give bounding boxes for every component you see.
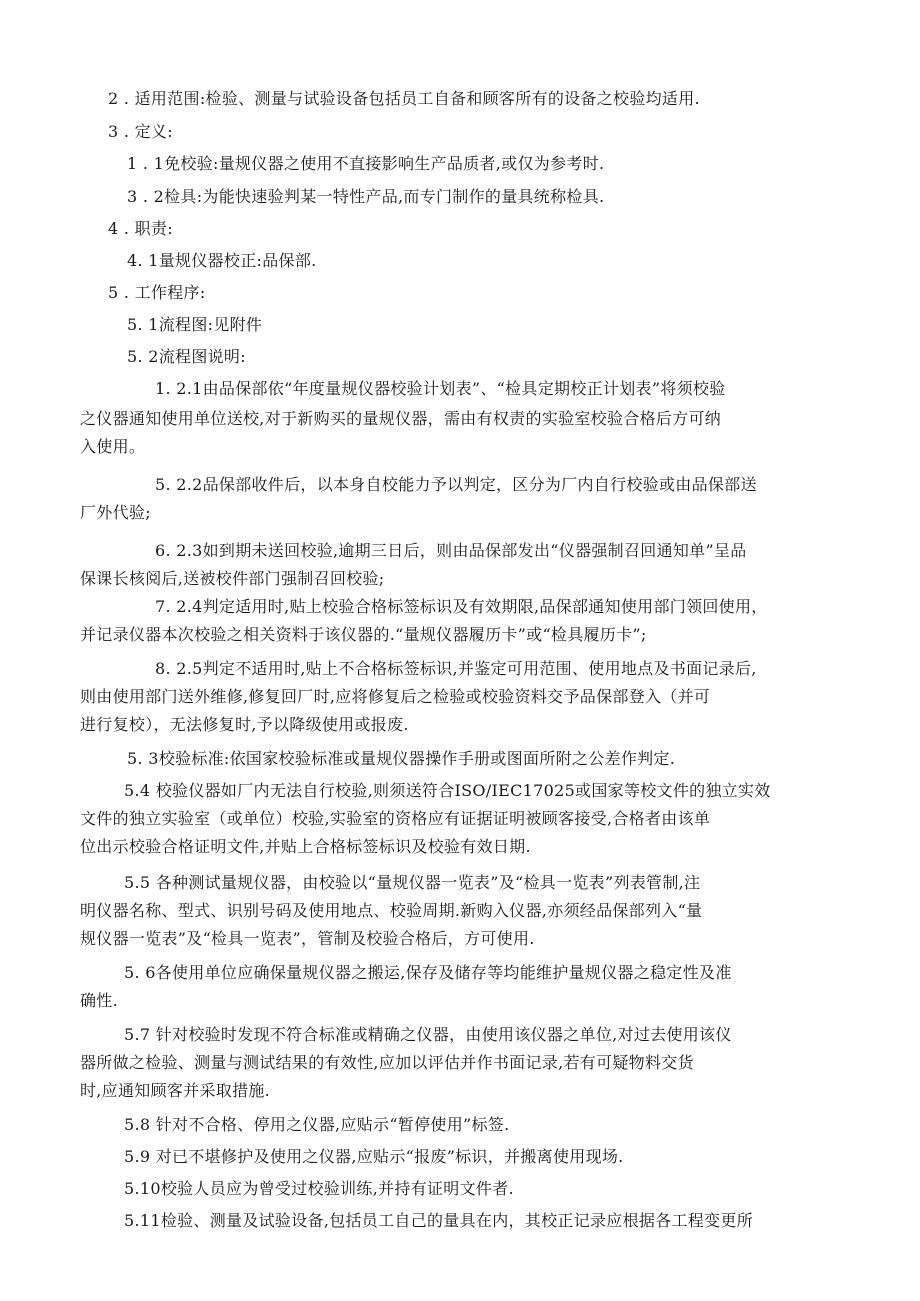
text-line: 厂外代验; <box>80 503 151 522</box>
text-line: 5 . 工作程序: <box>108 283 206 302</box>
text-line: 5. 2.2品保部收件后，以本身自校能力予以判定，区分为厂内自行校验或由品保部送 <box>155 475 757 494</box>
text-line: 2 . 适用范围:检验、测量与试验设备包括员工自备和顾客所有的设备之校验均适用. <box>108 89 700 108</box>
text-line: 进行复校），无法修复时,予以降级使用或报废. <box>80 715 409 734</box>
text-line: 时,应通知顾客并采取措施. <box>80 1081 271 1100</box>
text-line: 1. 2.1由品保部依“年度量规仪器校验计划表”、“检具定期校正计划表”将须校验 <box>155 379 726 398</box>
text-line: 4. 1量规仪器校正:品保部. <box>127 251 317 270</box>
text-line: 5. 1流程图:见附件 <box>127 315 263 334</box>
text-line: 文件的独立实验室（或单位）校验,实验室的资格应有证据证明被顾客接受,合格者由该单 <box>80 809 711 828</box>
text-line: 5.4 校验仪器如厂内无法自行校验,则须送符合ISO/IEC17025或国家等校文件的独立实效 <box>124 781 771 800</box>
text-line: 保课长核阅后,送被校件部门强制召回校验; <box>80 569 385 588</box>
text-line: 明仪器名称、型式、识别号码及使用地点、校验周期.新购入仪器,亦须经品保部列入“量 <box>80 901 703 920</box>
text-line: 位出示校验合格证明文件,并贴上合格标签标识及校验有效日期. <box>80 837 531 856</box>
text-line: 3 . 定义: <box>108 122 173 141</box>
text-line: 5.11检验、测量及试验设备,包括员工自己的量具在内，其校正记录应根据各工程变更所 <box>124 1211 754 1230</box>
text-line: 5.7 针对校验时发现不符合标准或精确之仪器，由使用该仪器之单位,对过去使用该仪 <box>124 1025 732 1044</box>
text-line: 4 . 职责: <box>108 219 173 238</box>
text-line: 3 . 2检具:为能快速验判某一特性产品,而专门制作的量具统称检具. <box>127 187 605 206</box>
text-line: 确性. <box>80 991 118 1010</box>
text-line: 并记录仪器本次校验之相关资料于该仪器的.“量规仪器履历卡”或“检具履历卡”; <box>80 625 647 644</box>
text-line: 器所做之检验、测量与测试结果的有效性,应加以评估并作书面记录,若有可疑物料交货 <box>80 1053 694 1072</box>
text-line: 5.5 各种测试量规仪器，由校验以“量规仪器一览表”及“检具一览表”列表管制,注 <box>124 873 701 892</box>
text-line: 入使用。 <box>80 437 146 456</box>
text-line: 8. 2.5判定不适用时,贴上不合格标签标识,并鉴定可用范围、使用地点及书面记录后, <box>155 659 757 678</box>
text-line: 6. 2.3如到期未送回校验,逾期三日后，则由品保部发出“仪器强制召回通知单”呈品 <box>155 541 747 560</box>
text-line: 规仪器一览表”及“检具一览表”，管制及校验合格后，方可使用. <box>80 929 535 948</box>
text-line: 7. 2.4判定适用时,贴上校验合格标签标识及有效期限,品保部通知使用部门领回使用， <box>155 597 768 616</box>
text-line: 之仪器通知使用单位送校,对于新购买的量规仪器，需由有权责的实验室校验合格后方可纳 <box>80 409 722 428</box>
text-line: 5.9 对已不堪修护及使用之仪器,应贴示“报废”标识，并搬离使用现场. <box>124 1147 624 1166</box>
text-line: 5.10校验人员应为曾受过校验训练,并持有证明文件者. <box>124 1179 514 1198</box>
text-line: 5. 3校验标准:依国家校验标准或量规仪器操作手册或图面所附之公差作判定. <box>127 749 676 768</box>
text-line: 则由使用部门送外维修,修复回厂时,应将修复后之检验或校验资料交予品保部登入（并可 <box>80 687 711 706</box>
text-line: 5. 2流程图说明: <box>127 347 246 366</box>
text-line: 5.8 针对不合格、停用之仪器,应贴示“暂停使用”标签. <box>124 1115 510 1134</box>
text-line: 5. 6各使用单位应确保量规仪器之搬运,保存及储存等均能维护量规仪器之稳定性及准 <box>124 963 732 982</box>
text-line: 1 . 1免校验:量规仪器之使用不直接影响生产品质者,或仅为参考时. <box>127 154 605 173</box>
